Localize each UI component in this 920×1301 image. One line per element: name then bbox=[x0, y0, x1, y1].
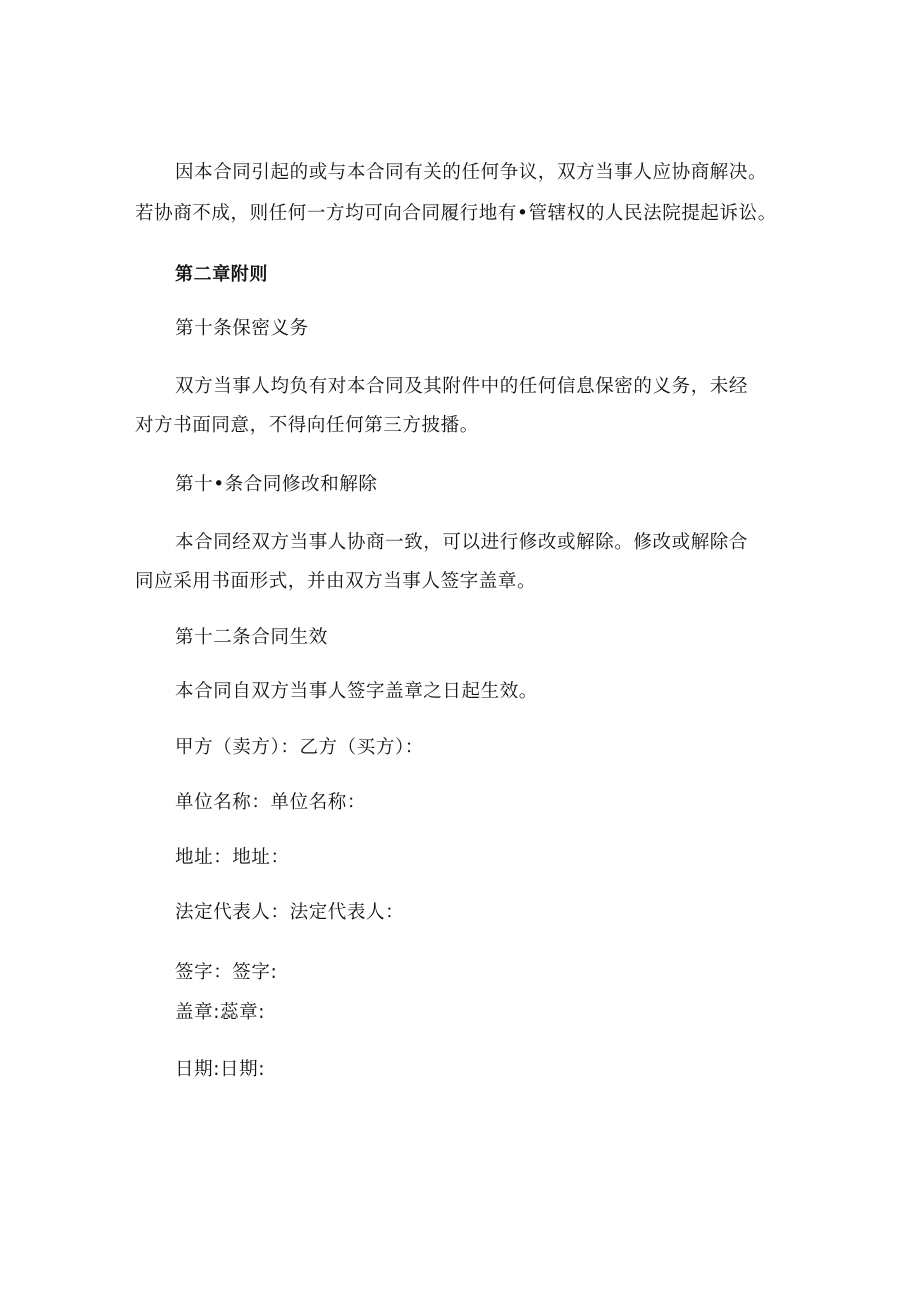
article-11-line-1: 本合同经双方当事人协商一致，可以进行修改或解除。修改或解除合 bbox=[175, 532, 749, 553]
dispute-paragraph-line-2: 若协商不成，则任何一方均可向合同履行地有•管辖权的人民法院提起诉讼。 bbox=[135, 203, 777, 224]
article-11-line-2: 同应采用书面形式，并由双方当事人签字盖章。 bbox=[135, 571, 537, 592]
article-10-line-2: 对方书面同意，不得向任何第三方披播。 bbox=[135, 415, 479, 436]
article-12-title: 第十二条合同生效 bbox=[175, 627, 328, 648]
signature-legal-representative: 法定代表人：法定代表人： bbox=[175, 902, 405, 923]
signature-date: 日期:日期: bbox=[175, 1059, 266, 1080]
chapter-title: 第二章附则 bbox=[175, 264, 268, 285]
signature-unit-name: 单位名称：单位名称： bbox=[175, 792, 367, 813]
article-11-title: 第十•条合同修改和解除 bbox=[175, 474, 378, 495]
signature-address: 地址：地址： bbox=[175, 847, 290, 868]
signature-seal: 盖章:蕊章: bbox=[175, 1002, 266, 1023]
dispute-paragraph-line-1: 因本合同引起的或与本合同有关的任何争议，双方当事人应协商解决。 bbox=[175, 162, 768, 183]
article-10-line-1: 双方当事人均负有对本合同及其附件中的任何信息保密的义务，未经 bbox=[175, 376, 749, 397]
article-10-title: 第十条保密义务 bbox=[175, 318, 309, 339]
signature-parties: 甲方（卖方）：乙方（买方）： bbox=[175, 737, 424, 758]
signature-sign: 签字：签字: bbox=[175, 962, 278, 983]
article-12-line-1: 本合同自双方当事人签字盖章之日起生效。 bbox=[175, 681, 538, 702]
